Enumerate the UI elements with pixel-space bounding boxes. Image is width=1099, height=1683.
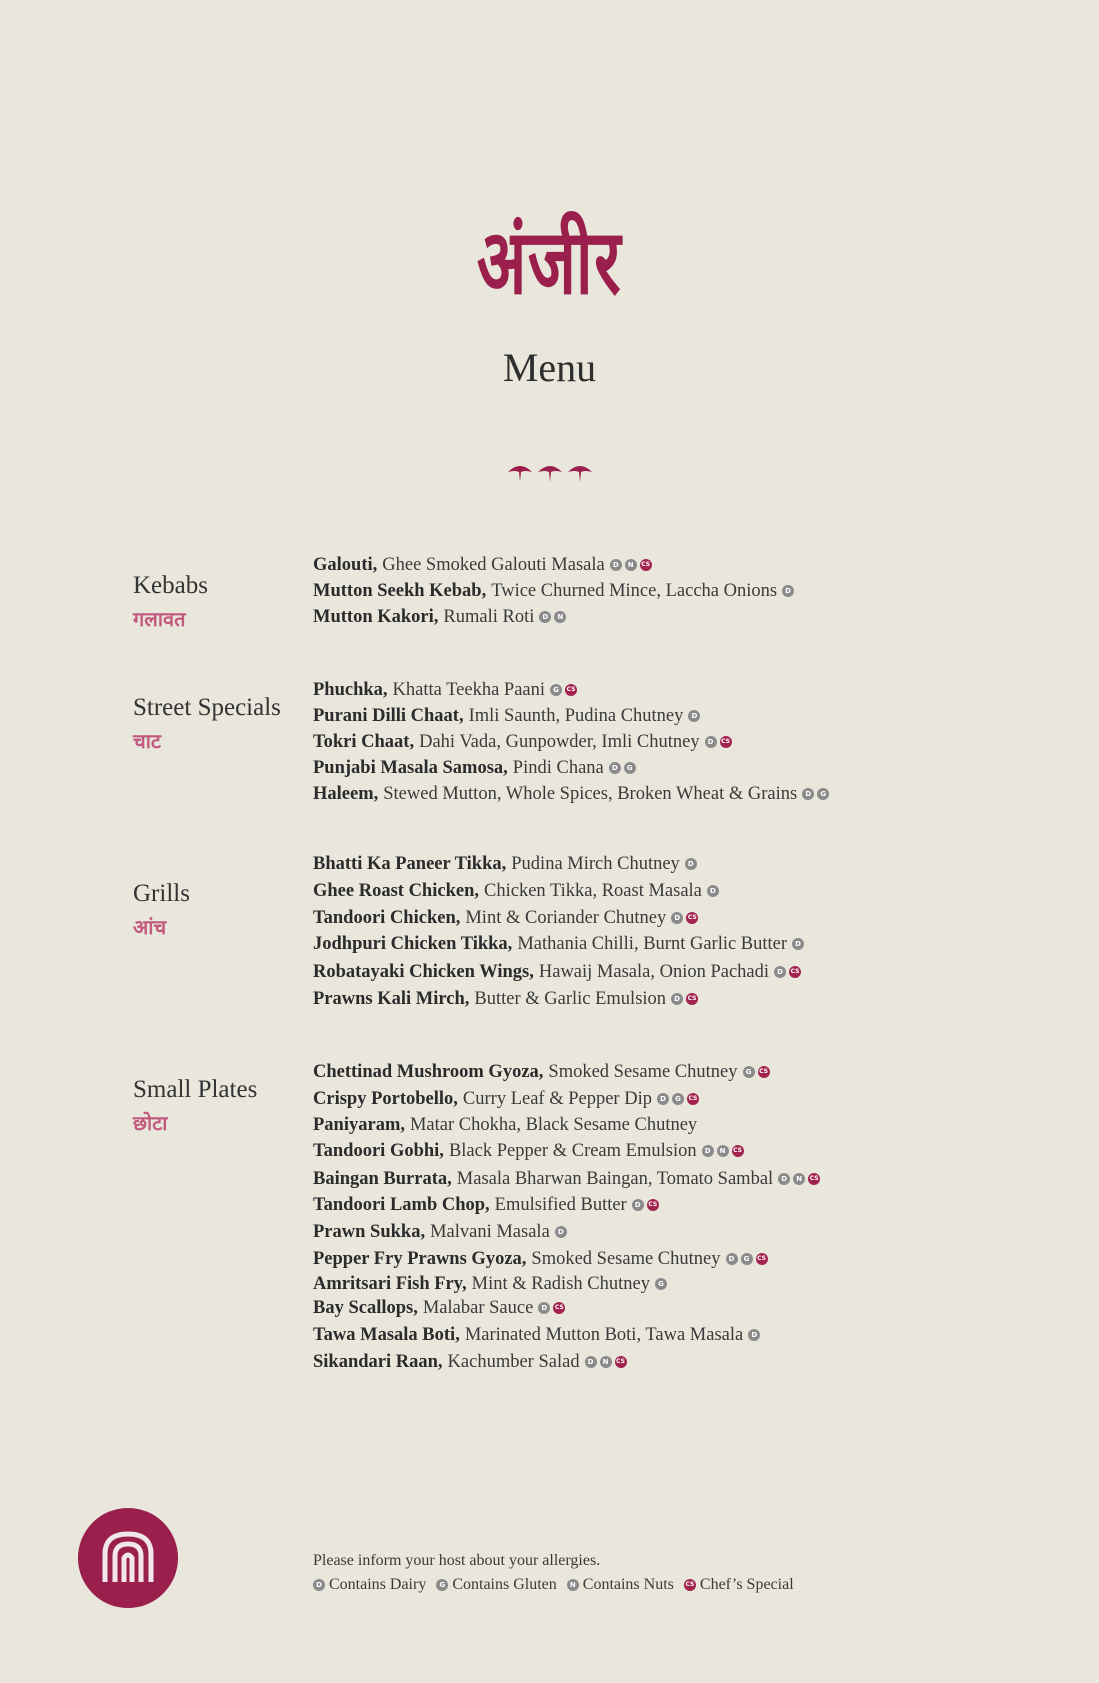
dietary-tags — [671, 993, 698, 1005]
tag-cs-icon: CS — [647, 1199, 659, 1211]
dietary-tags — [671, 912, 698, 924]
dish-description: Malvani Masala — [430, 1221, 550, 1242]
dish-item — [313, 931, 804, 957]
allergy-note: Please inform your host about your allergies. — [313, 1552, 601, 1569]
arch-monogram-icon — [78, 1508, 178, 1608]
dish-item — [313, 1349, 627, 1375]
section-title: Small Plates — [133, 1076, 258, 1103]
tag-n-icon: N — [554, 611, 566, 623]
tag-cs-icon: CS — [553, 1302, 565, 1314]
dish-item — [313, 1112, 697, 1138]
dish-description: Stewed Mutton, Whole Spices, Broken Wheat & Grains — [383, 783, 798, 804]
dish-description: Rumali Roti — [443, 606, 535, 627]
tag-cs-icon: CS — [684, 1579, 696, 1591]
dish-name: Tandoori Lamb Chop, — [313, 1194, 490, 1215]
dish-name: Bay Scallops, — [313, 1297, 418, 1318]
dish-name: Ghee Roast Chicken, — [313, 880, 479, 901]
dish-description: Kachumber Salad — [447, 1351, 580, 1372]
dish-item — [313, 1246, 768, 1272]
tag-d-icon: D — [726, 1253, 738, 1265]
tag-n-icon: N — [567, 1579, 579, 1591]
dish-name: Purani Dilli Chaat, — [313, 705, 464, 726]
tag-g-icon: G — [672, 1093, 684, 1105]
dietary-tags — [705, 736, 732, 748]
legend-label: Contains Gluten — [452, 1576, 557, 1593]
tag-g-icon: G — [436, 1579, 448, 1591]
dish-name: Mutton Kakori, — [313, 606, 439, 627]
dietary-tags — [743, 1066, 770, 1078]
dish-description: Emulsified Butter — [494, 1194, 627, 1215]
dietary-tags — [748, 1329, 760, 1341]
tag-n-icon: N — [625, 559, 637, 571]
dish-item — [313, 1295, 565, 1321]
section-title-hindi: आंच — [133, 915, 167, 939]
dish-description: Smoked Sesame Chutney — [531, 1248, 721, 1269]
dietary-tags — [555, 1226, 567, 1238]
tag-d-icon: D — [671, 993, 683, 1005]
dietary-tags — [792, 938, 804, 950]
dish-description: Matar Chokha, Black Sesame Chutney — [409, 1114, 698, 1135]
legend-item — [684, 1576, 794, 1594]
legend-item — [567, 1576, 674, 1594]
tag-d-icon: D — [792, 938, 804, 950]
dish-description: Butter & Garlic Emulsion — [474, 988, 667, 1009]
section-title-hindi: गलावत — [133, 607, 186, 631]
tag-cs-icon: CS — [686, 912, 698, 924]
page-title: Menu — [502, 345, 597, 390]
tag-d-icon: D — [555, 1226, 567, 1238]
dietary-tags — [657, 1093, 699, 1105]
tag-g-icon: G — [741, 1253, 753, 1265]
dietary-tags — [539, 611, 566, 623]
dietary-tags — [702, 1145, 744, 1157]
tag-cs-icon: CS — [789, 966, 801, 978]
dish-item — [313, 552, 652, 578]
dish-item — [313, 1271, 667, 1297]
dietary-tags — [685, 858, 697, 870]
dish-item — [313, 851, 697, 877]
tag-d-icon: D — [609, 762, 621, 774]
dish-description: Curry Leaf & Pepper Dip — [462, 1088, 652, 1109]
dish-item — [313, 578, 794, 604]
dish-description: Malabar Sauce — [422, 1297, 534, 1318]
dish-item — [313, 604, 566, 630]
section-heading — [133, 571, 313, 632]
dish-name: Tandoori Gobhi, — [313, 1140, 444, 1161]
dish-name: Paniyaram, — [313, 1114, 405, 1135]
dish-item — [313, 905, 698, 931]
dish-description: Mint & Coriander Chutney — [465, 907, 667, 928]
tag-g-icon: G — [655, 1278, 667, 1290]
dietary-tags — [774, 966, 801, 978]
tag-cs-icon: CS — [756, 1253, 768, 1265]
legend-item — [313, 1576, 426, 1594]
tag-cs-icon: CS — [686, 993, 698, 1005]
dish-name: Prawns Kali Mirch, — [313, 988, 470, 1009]
tag-d-icon: D — [802, 788, 814, 800]
dish-item — [313, 959, 801, 985]
dietary-tags — [632, 1199, 659, 1211]
section-title-hindi: चाट — [133, 729, 161, 753]
tag-d-icon: D — [313, 1579, 325, 1591]
dish-item — [313, 1166, 820, 1192]
dish-description: Smoked Sesame Chutney — [548, 1061, 738, 1082]
legend-label: Contains Nuts — [582, 1576, 674, 1593]
dietary-tags — [585, 1356, 627, 1368]
dish-name: Galouti, — [313, 554, 378, 575]
tag-d-icon: D — [538, 1302, 550, 1314]
tag-d-icon: D — [782, 585, 794, 597]
tag-cs-icon: CS — [732, 1145, 744, 1157]
tag-d-icon: D — [657, 1093, 669, 1105]
dish-item — [313, 677, 577, 703]
dish-name: Sikandari Raan, — [313, 1351, 443, 1372]
dish-item — [313, 729, 732, 755]
legend-label: Chef’s Special — [699, 1576, 794, 1593]
section-heading — [133, 693, 313, 754]
dish-item — [313, 781, 829, 807]
dish-description: Marinated Mutton Boti, Tawa Masala — [464, 1324, 744, 1345]
dish-description: Pindi Chana — [512, 757, 604, 778]
dietary-tags — [655, 1278, 667, 1290]
dietary-tags — [610, 559, 652, 571]
tag-d-icon: D — [585, 1356, 597, 1368]
dietary-tags — [688, 710, 700, 722]
brand-logo-text: अंजीर — [476, 210, 623, 315]
dish-description: Pudina Mirch Chutney — [511, 853, 680, 874]
dish-description: Mathania Chilli, Burnt Garlic Butter — [517, 933, 788, 954]
tag-d-icon: D — [705, 736, 717, 748]
tag-g-icon: G — [624, 762, 636, 774]
dish-item — [313, 1192, 659, 1218]
dish-item — [313, 703, 700, 729]
dish-name: Tokri Chaat, — [313, 731, 415, 752]
tag-cs-icon: CS — [758, 1066, 770, 1078]
dietary-tags — [726, 1253, 768, 1265]
dish-name: Prawn Sukka, — [313, 1221, 426, 1242]
section-title-hindi: छोटा — [133, 1111, 168, 1135]
tag-g-icon: G — [817, 788, 829, 800]
dietary-tags — [782, 585, 794, 597]
dish-item — [313, 986, 698, 1012]
tag-d-icon: D — [748, 1329, 760, 1341]
dish-item — [313, 878, 719, 904]
tag-d-icon: D — [707, 885, 719, 897]
dish-description: Twice Churned Mince, Laccha Onions — [491, 580, 778, 601]
dish-name: Pepper Fry Prawns Gyoza, — [313, 1248, 527, 1269]
dish-description: Ghee Smoked Galouti Masala — [382, 554, 605, 575]
section-heading — [133, 1075, 313, 1136]
tag-d-icon: D — [702, 1145, 714, 1157]
dish-name: Haleem, — [313, 783, 379, 804]
dish-description: Masala Bharwan Baingan, Tomato Sambal — [456, 1168, 774, 1189]
dish-item — [313, 1322, 760, 1348]
dish-name: Amritsari Fish Fry, — [313, 1273, 467, 1294]
dish-item — [313, 1086, 699, 1112]
dietary-tags — [707, 885, 719, 897]
tag-d-icon: D — [774, 966, 786, 978]
section-heading — [133, 879, 313, 940]
dish-item — [313, 755, 636, 781]
dish-item — [313, 1138, 744, 1164]
dish-description: Chicken Tikka, Roast Masala — [484, 880, 702, 901]
tag-n-icon: N — [717, 1145, 729, 1157]
section-title: Street Specials — [133, 694, 281, 721]
tag-d-icon: D — [610, 559, 622, 571]
dish-description: Mint & Radish Chutney — [471, 1273, 650, 1294]
dish-name: Tawa Masala Boti, — [313, 1324, 460, 1345]
tag-g-icon: G — [743, 1066, 755, 1078]
dietary-tags — [802, 788, 829, 800]
tag-d-icon: D — [685, 858, 697, 870]
tag-cs-icon: CS — [687, 1093, 699, 1105]
dish-name: Bhatti Ka Paneer Tikka, — [313, 853, 507, 874]
dish-name: Phuchka, — [313, 679, 388, 700]
tag-g-icon: G — [550, 684, 562, 696]
dish-name: Crispy Portobello, — [313, 1088, 458, 1109]
tag-d-icon: D — [632, 1199, 644, 1211]
tag-cs-icon: CS — [565, 684, 577, 696]
tag-cs-icon: CS — [615, 1356, 627, 1368]
dish-name: Robatayaki Chicken Wings, — [313, 961, 534, 982]
tag-legend — [313, 1576, 794, 1594]
dish-name: Mutton Seekh Kebab, — [313, 580, 487, 601]
dietary-tags — [609, 762, 636, 774]
legend-label: Contains Dairy — [329, 1576, 427, 1593]
tag-d-icon: D — [539, 611, 551, 623]
dish-item — [313, 1059, 770, 1085]
dish-name: Baingan Burrata, — [313, 1168, 452, 1189]
tag-d-icon: D — [688, 710, 700, 722]
tag-d-icon: D — [778, 1173, 790, 1185]
dish-description: Imli Saunth, Pudina Chutney — [468, 705, 684, 726]
dish-name: Chettinad Mushroom Gyoza, — [313, 1061, 544, 1082]
tag-d-icon: D — [671, 912, 683, 924]
tag-cs-icon: CS — [640, 559, 652, 571]
dish-description: Hawaij Masala, Onion Pachadi — [538, 961, 770, 982]
dish-description: Black Pepper & Cream Emulsion — [448, 1140, 697, 1161]
tag-n-icon: N — [600, 1356, 612, 1368]
dish-name: Tandoori Chicken, — [313, 907, 461, 928]
dish-description: Khatta Teekha Paani — [392, 679, 546, 700]
section-title: Grills — [133, 880, 190, 907]
dish-name: Jodhpuri Chicken Tikka, — [313, 933, 513, 954]
tag-cs-icon: CS — [808, 1173, 820, 1185]
dietary-tags — [538, 1302, 565, 1314]
tag-n-icon: N — [793, 1173, 805, 1185]
dish-description: Dahi Vada, Gunpowder, Imli Chutney — [419, 731, 700, 752]
tag-cs-icon: CS — [720, 736, 732, 748]
section-title: Kebabs — [133, 572, 208, 599]
dietary-tags — [550, 684, 577, 696]
allergy-footer — [313, 1552, 794, 1594]
legend-item — [436, 1576, 556, 1594]
dish-name: Punjabi Masala Samosa, — [313, 757, 508, 778]
leaf-ornament-icon — [505, 460, 595, 490]
dish-item — [313, 1219, 567, 1245]
dietary-tags — [778, 1173, 820, 1185]
